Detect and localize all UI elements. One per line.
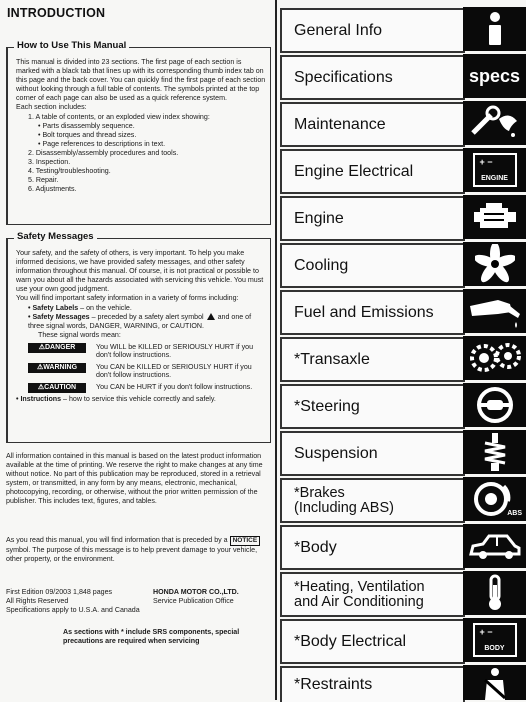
tab-engine[interactable] — [280, 196, 465, 241]
specs-icon[interactable] — [463, 54, 526, 98]
tab-label: Cooling — [294, 256, 349, 274]
safety-title: Safety Messages — [14, 231, 97, 242]
instructions-text: – how to service this vehicle correctly and safely. — [61, 394, 216, 403]
tab-brakes[interactable] — [280, 478, 465, 523]
danger-label: ⚠DANGER — [28, 343, 86, 353]
info-para2a: As you read this manual, you will find information that is preceded by a — [6, 536, 228, 544]
list-item: 3. Inspection. — [28, 158, 71, 167]
seatbelt-icon[interactable] — [463, 665, 526, 700]
tab-steering[interactable] — [280, 384, 465, 429]
wrench-oil-icon[interactable] — [463, 101, 526, 145]
car-body-icon[interactable] — [463, 524, 526, 568]
srs-note: As sections with * include SRS components, special precautions are required when servicing — [63, 628, 240, 646]
how-to-content — [16, 58, 266, 194]
alert-triangle-icon — [207, 313, 215, 320]
edition-text: First Edition 09/2003 1,848 pages — [6, 588, 113, 596]
safety-messages-bold: • Safety Messages — [28, 312, 90, 321]
thermometer-fan-icon[interactable] — [463, 571, 526, 615]
body-icon-text: BODY — [484, 645, 505, 652]
tab-label-line2: and Air Conditioning — [294, 593, 424, 610]
tab-label: Specifications — [294, 68, 393, 86]
specs-text: Specifications apply to U.S.A. and Canada — [6, 606, 140, 615]
info-paragraph-1: All information contained in this manual is based on the latest product information available at the time of printing. We reserve the right to make changes at any time without notice. No part of this publication may be reproduced, stored in a retrieval system, or transmitted, in any form by any means, electronic, mechanical, photocopying, recording, or otherwise, without the prior written permission of the publisher. This includes text, figures, and tables. — [6, 452, 263, 506]
tab-label: *Body Electrical — [294, 632, 407, 650]
footer-right — [153, 588, 239, 606]
instructions-bold: • Instructions — [16, 394, 62, 403]
info-paragraph-2 — [6, 536, 268, 564]
office-name: Service Publication Office — [153, 597, 234, 606]
gears-icon[interactable] — [463, 336, 526, 380]
tab-fuel-emissions[interactable] — [280, 290, 465, 335]
list-item: 5. Repair. — [28, 176, 59, 185]
tab-label: Engine — [294, 209, 344, 227]
list-item: • Bolt torques and thread sizes. — [38, 130, 137, 139]
company-name: HONDA MOTOR CO.,LTD. — [153, 588, 239, 596]
rights-text: All Rights Reserved — [6, 597, 69, 606]
safety-messages-item — [16, 313, 268, 331]
plus-sign: + − — [479, 157, 493, 167]
notice-badge: NOTICE — [230, 536, 261, 546]
tab-label-line1: *Brakes — [294, 484, 345, 501]
list-item: 2. Disassembly/assembly procedures and tools. — [28, 148, 179, 157]
specs-icon-text: specs — [468, 65, 521, 86]
tab-label: Suspension — [294, 444, 378, 462]
tab-label-line1: *Heating, Ventilation — [294, 578, 425, 595]
how-to-lead: Each section includes: — [16, 103, 87, 112]
plus-sign: + − — [479, 627, 493, 637]
tab-label-line2: (Including ABS) — [294, 499, 394, 516]
tab-label: *Restraints — [294, 676, 373, 693]
tab-label — [282, 580, 425, 610]
tab-body[interactable] — [280, 525, 465, 570]
tab-label: *Transaxle — [294, 350, 370, 368]
danger-text: You WILL be KILLED or SERIOUSLY HURT if you don't follow instructions. — [96, 342, 254, 360]
how-to-box — [6, 40, 271, 225]
battery-outline — [473, 623, 517, 657]
steering-wheel-icon[interactable] — [463, 383, 526, 427]
tab-engine-electrical[interactable] — [280, 149, 465, 194]
tab-specifications[interactable] — [280, 55, 465, 100]
list-item: • Page references to descriptions in text. — [38, 139, 166, 148]
page-title: INTRODUCTION — [7, 6, 106, 20]
fuel-nozzle-icon[interactable] — [463, 289, 526, 333]
battery-icon-text: ENGINE — [481, 175, 508, 182]
body-battery-icon[interactable] — [463, 618, 526, 662]
tab-label: General Info — [294, 21, 383, 39]
abs-text: ABS — [507, 510, 522, 517]
signal-row — [16, 343, 268, 360]
tab-suspension[interactable] — [280, 431, 465, 476]
tab-general-info[interactable] — [280, 8, 465, 53]
instructions-item — [16, 395, 268, 404]
warning-label: ⚠WARNING — [28, 363, 86, 373]
column-divider — [275, 0, 277, 700]
signal-intro: These signal words mean: — [38, 330, 121, 339]
engine-block-icon[interactable] — [463, 195, 526, 239]
signal-row — [16, 383, 268, 393]
safety-messages-text2: and one of three signal words, DANGER, WARNING, or CAUTION. — [28, 312, 252, 330]
list-item: 1. A table of contents, or an exploded view index showing: — [28, 112, 210, 121]
tab-label: *Body — [294, 538, 337, 556]
safety-intro: Your safety, and the safety of others, is very important. To help you make informed decisions, we have provided safety messages, and other safety information throughout this manual. Of course, it is not practical or possible to warn you about all the hazards associated with servicing this vehicle. You must use your own good judgment. — [16, 249, 264, 294]
caution-text: You CAN be HURT if you don't follow instructions. — [96, 382, 253, 391]
fan-icon[interactable] — [463, 242, 526, 286]
tab-label: Engine Electrical — [294, 162, 414, 180]
how-to-intro: This manual is divided into 23 sections. The first page of each section is marked with a black tab that lines up with its corresponding thumb index tab on this page and the back cover. You can quickly find the first page of each section without looking through a full table of contents. The symbols printed at the top corner of each page can also be used as a quick reference system. — [16, 58, 266, 103]
shock-spring-icon[interactable] — [463, 430, 526, 474]
tab-body-electrical[interactable] — [280, 619, 465, 664]
brake-disc-icon[interactable] — [463, 477, 526, 521]
battery-engine-icon[interactable] — [463, 148, 526, 192]
list-item: 4. Testing/troubleshooting. — [28, 167, 111, 176]
safety-labels-text: – on the vehicle. — [78, 303, 132, 312]
tab-cooling[interactable] — [280, 243, 465, 288]
safety-labels-bold: • Safety Labels — [28, 303, 79, 312]
how-to-title: How to Use This Manual — [14, 40, 129, 51]
caution-label: ⚠CAUTION — [28, 383, 86, 393]
safety-content — [16, 249, 268, 404]
tab-label: *Steering — [294, 397, 360, 415]
warning-text: You CAN be KILLED or SERIOUSLY HURT if you don't follow instructions. — [96, 362, 252, 380]
safety-messages-text: – preceded by a safety alert symbol — [89, 312, 204, 321]
signal-row — [16, 363, 268, 380]
tab-maintenance[interactable] — [280, 102, 465, 147]
footer-left — [6, 588, 140, 615]
info-icon[interactable] — [463, 7, 526, 51]
tab-label: Fuel and Emissions — [294, 303, 434, 321]
list-item: 6. Adjustments. — [28, 185, 77, 194]
info-para2b: symbol. The purpose of this message is to help prevent damage to your vehicle, other property, or the environment. — [6, 546, 258, 564]
tab-label: Maintenance — [294, 115, 386, 133]
safety-provided: You will find important safety information in a variety of forms including: — [16, 294, 239, 303]
tab-label — [282, 486, 394, 516]
safety-box — [6, 231, 271, 443]
tab-transaxle[interactable] — [280, 337, 465, 382]
safety-labels-item — [16, 304, 268, 313]
battery-outline — [473, 153, 517, 187]
tab-restraints[interactable] — [280, 666, 465, 702]
tab-hvac[interactable] — [280, 572, 465, 617]
list-item: • Parts disassembly sequence. — [38, 121, 135, 130]
